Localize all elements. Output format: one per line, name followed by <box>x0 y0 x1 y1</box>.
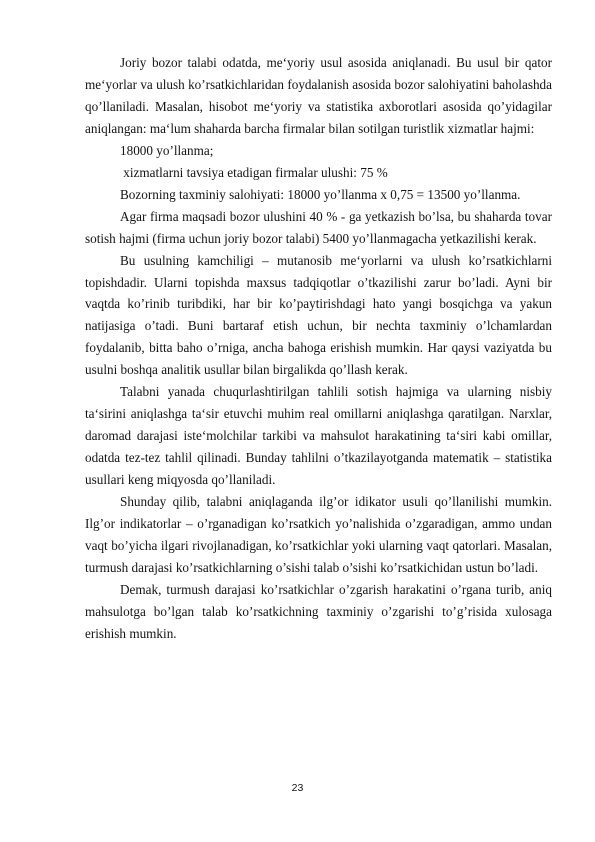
paragraph-3: xizmatlarni tavsiya etadigan firmalar ulushi: 75 % <box>120 164 388 180</box>
page-number: 23 <box>291 782 304 794</box>
paragraph-6: Bu usulning kamchiligi – mutanosib me‘yorlarni va ulush ko’rsatkichlarni topishdadir. Ularni topishda maxsus tadqiqotlar o’tkazilishi zarur bo’ladi. Ayni bir vaqtda ko’rinib turibdiki, har bir ko’paytirishdagi hato yangi bosqichga va yakun natijasiga o’tadi. Buni bartaraf etish uchun, bir nechta taxminiy o’lchamlardan foydalanib, bitta baho o’rniga, ancha bahoga erishish mumkin. Har qaysi vaziyatda bu usulni boshqa analitik usullar bilan birgalikda qo’llash kerak. <box>85 252 552 378</box>
paragraph-1: Joriy bozor talabi odatda, me‘yoriy usul asosida aniqlanadi. Bu usul bir qator me‘yorlar va ulush ko’rsatkichlaridan foydalanish asosida bozor salohiyatini baholashda qo’llaniladi. Masalan, hisobot me‘yoriy va statistika axborotlari asosida qo’yidagilar aniqlangan: ma‘lum shaharda barcha firmalar bilan sotilgan turistlik xizmatlar hajmi: <box>85 55 552 136</box>
paragraph-5: Agar firma maqsadi bozor ulushini 40 % - ga yetkazish bo’lsa, bu shaharda tovar sotish hajmi (firma uchun joriy bozor talabi) 5400 yo’llanmagacha yetkazilishi kerak. <box>85 208 552 246</box>
paragraph-4: Bozorning taxminiy salohiyati: 18000 yo’llanma x 0,75 = 13500 yo’llanma. <box>120 186 521 202</box>
body-text <box>85 52 552 645</box>
paragraph-8: Shunday qilib, talabni aniqlaganda ilg’or idikator usuli qo’llanilishi mumkin. Ilg’or indikatorlar – o’rganadigan ko’rsatkich yo’nalishida o’zgaradigan, ammo undan vaqt bo’yicha ilgari rivojlanadigan, ko’rsatkichlar yoki ularning vaqt qatorlari. Masalan, turmush darajasi ko’rsatkichlarning o’sishi talab o’sishi ko’rsatkichidan ustun bo’ladi. <box>85 494 552 575</box>
paragraph-7: Talabni yanada chuqurlashtirilgan tahlili sotish hajmiga va ularning nisbiy ta‘sirini aniqlashga ta‘sir etuvchi muhim real omillarni aniqlashga qaratilgan. Narxlar, daromad darajasi iste‘molchilar tarkibi va mahsulot harakatining ta‘siri kabi omillar, odatda tez-tez tahlil qilinadi. Bunday tahlilni o’tkazilayotganda matematik – statistika usullari keng miqyosda qo’llaniladi. <box>85 384 552 488</box>
paragraph-9: Demak, turmush darajasi ko’rsatkichlar o’zgarish harakatini o’rgana turib, aniq mahsulotga bo’lgan talab ko’rsatkichning taxminiy o’zgarishi to’g’risida xulosaga erishish mumkin. <box>85 581 552 641</box>
paragraph-2: 18000 yo’llanma; <box>120 142 214 158</box>
